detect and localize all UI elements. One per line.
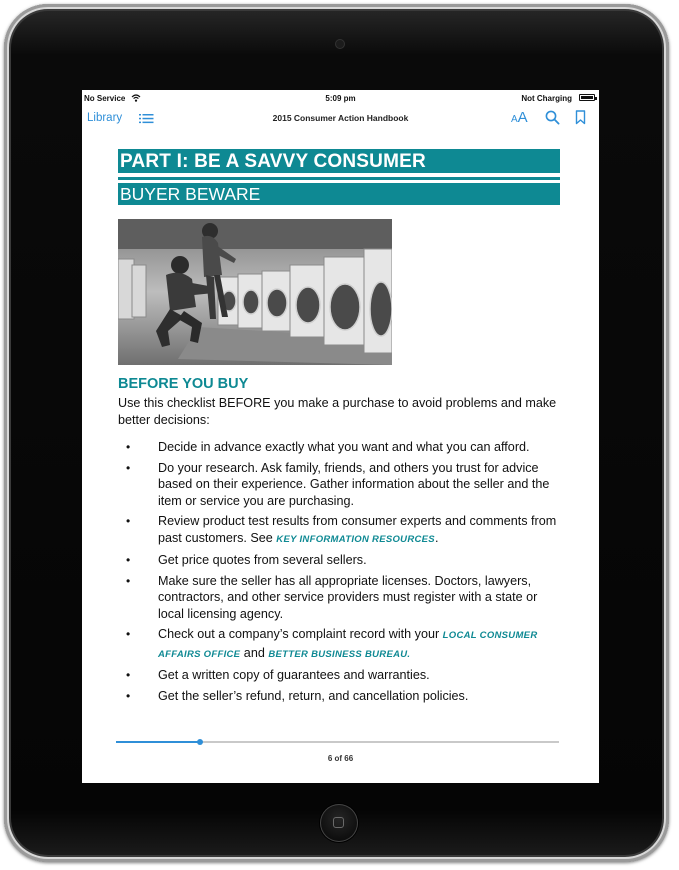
checklist-item-punctuation: . (407, 648, 411, 660)
bullet-icon: • (126, 668, 131, 682)
search-icon[interactable] (545, 110, 560, 125)
front-camera (336, 40, 344, 48)
appliance-store-photo (118, 219, 392, 365)
checklist-item (118, 460, 560, 510)
status-bar (82, 90, 599, 106)
intro-paragraph: Use this checklist BEFORE you make a purchase to avoid problems and make better decisions: (118, 396, 557, 427)
checklist-item-text: Check out a company’s complaint record with your (158, 627, 443, 641)
page-scrubber[interactable] (116, 741, 559, 743)
home-button-icon (333, 817, 344, 828)
page-scrubber-fill (116, 741, 200, 743)
page-number: 6 of 66 (327, 754, 354, 763)
bullet-icon: • (126, 514, 131, 528)
heading-rule (118, 177, 560, 180)
carrier-label: No Service (84, 94, 126, 103)
bullet-icon: • (126, 460, 131, 475)
font-size-icon[interactable] (511, 109, 528, 127)
subheading-before-you-buy: BEFORE YOU BUY (118, 376, 249, 392)
checklist-item-text: Get the seller’s refund, return, and cancellation policies. (158, 688, 469, 703)
bullet-icon: • (126, 573, 131, 588)
page-content (118, 149, 560, 708)
font-size-large: A (517, 109, 528, 126)
checklist-item (118, 688, 560, 705)
checklist-item (118, 667, 560, 684)
checklist-item-text: Review product test results from consumer experts and comments from past customers. See (158, 514, 557, 545)
checklist-item (118, 552, 560, 569)
bullet-icon: • (126, 627, 131, 641)
checklist-item (118, 626, 560, 663)
section-heading: BUYER BEWARE (118, 183, 560, 205)
checklist-item-text: Do your research. Ask family, friends, and others you trust for advice based on their experience. Gather information about the seller and the item or service you are purchasing. (158, 460, 550, 508)
library-button[interactable]: Library (87, 112, 123, 124)
checklist-item-joiner: and (240, 645, 269, 660)
home-button[interactable] (320, 804, 358, 842)
checklist-item-punctuation: . (434, 530, 439, 545)
bullet-icon: • (126, 688, 131, 703)
bookmark-icon[interactable] (575, 110, 586, 125)
status-time: 5:09 pm (325, 94, 356, 103)
checklist-item (118, 439, 560, 456)
better-business-bureau-link[interactable]: BETTER BUSINESS BUREAU (268, 648, 408, 660)
font-size-small: A (511, 114, 518, 125)
bullet-icon: • (126, 440, 131, 454)
checklist-item-text: Make sure the seller has all appropriate licenses. Doctors, lawyers, contractors, and other service providers must register with a state or local licensing agency. (158, 573, 538, 621)
part-heading: PART I: BE A SAVVY CONSUMER (118, 149, 560, 173)
ibooks-screen (82, 90, 599, 783)
battery-icon (579, 94, 595, 101)
consumer-affairs-office-link[interactable]: LOCAL CONSUMER AFFAIRS OFFICE (158, 630, 538, 660)
reader-toolbar (82, 106, 599, 132)
checklist-item (118, 513, 560, 548)
checklist-item (118, 573, 560, 623)
checklist-item-text: Get price quotes from several sellers. (158, 553, 367, 567)
key-information-resources-link[interactable]: KEY INFORMATION RESOURCES (276, 533, 435, 545)
charging-status: Not Charging (521, 94, 572, 103)
book-title: 2015 Consumer Action Handbook (272, 113, 409, 123)
purchase-checklist (118, 439, 560, 704)
checklist-item-text: Decide in advance exactly what you want and what you can afford. (158, 440, 530, 454)
checklist-item-text: Get a written copy of guarantees and warranties. (158, 668, 430, 682)
page-scrubber-knob[interactable] (197, 739, 203, 745)
bullet-icon: • (126, 553, 131, 567)
